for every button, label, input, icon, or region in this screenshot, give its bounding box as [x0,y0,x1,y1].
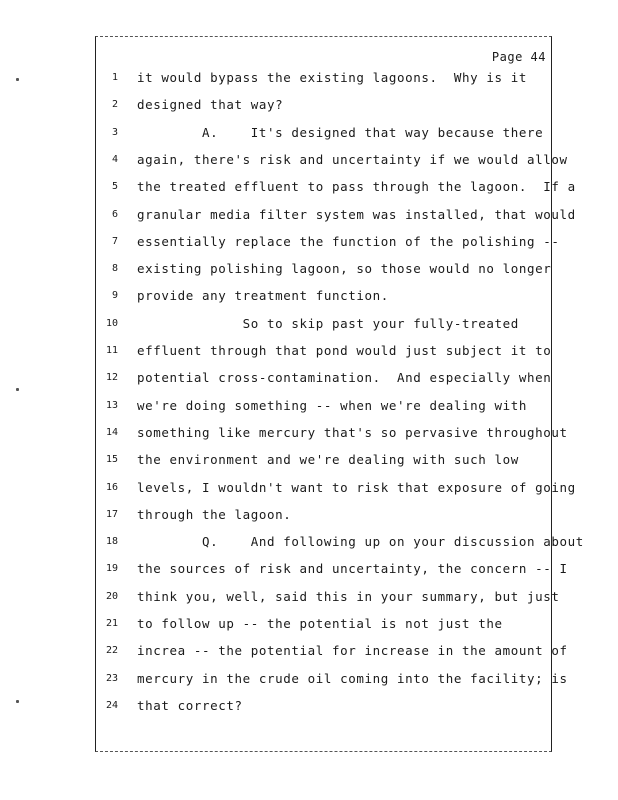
transcript-line [100,424,568,443]
line-number: 18 [105,536,118,548]
line-number: 17 [105,508,118,520]
line-text: designed that way? [137,97,284,113]
transcript-line [100,670,568,689]
line-text: think you, well, said this in your summary, but just [137,588,560,604]
line-text: that correct? [137,697,243,713]
transcript-line [100,452,550,470]
line-number: 23 [105,672,118,684]
line-number: 16 [105,481,118,493]
line-number: 5 [111,181,118,193]
line-number: 8 [111,263,118,275]
transcript-line [100,261,550,279]
line-number: 11 [105,345,118,356]
line-text: effluent through that pond would just subject it to [137,343,552,358]
transcript-line [100,479,576,498]
transcript-line [100,370,550,388]
transcript-line [100,561,568,579]
line-text: again, there's risk and uncertainty if we would allow [137,151,568,167]
line-text: through the lagoon. [137,506,292,522]
line-text: it would bypass the existing lagoons. Why is it [137,70,528,85]
transcript-line [100,206,576,225]
line-text: increa -- the potential for increase in the amount of [137,643,568,659]
line-text: the treated effluent to pass through the lagoon. If a [137,179,576,195]
line-number: 20 [105,590,118,602]
line-number: 22 [105,645,118,657]
line-text: granular media filter system was installed, that would [137,206,576,222]
line-text: Q. And following up on your discussion about [137,534,584,550]
transcript-line [100,698,550,716]
transcript-line [100,616,550,634]
line-text: provide any treatment function. [137,288,389,304]
line-text: potential cross-contamination. And especially when [137,370,552,386]
transcript-line [100,288,550,306]
line-text: mercury in the crude oil coming into the facility; is [137,670,568,686]
transcript-line [100,343,550,361]
line-number: 4 [111,153,118,165]
margin-mark [16,78,19,81]
page-number: Page 44 [491,50,546,64]
line-number: 14 [105,426,118,438]
line-number: 2 [111,99,118,111]
transcript-line [100,588,560,607]
line-text: we're doing something -- when we're dealing with [137,397,528,413]
line-text: something like mercury that's so pervasive throughout [137,424,568,440]
line-number: 7 [111,235,118,247]
line-text: to follow up -- the potential is not just the [137,616,503,631]
line-number: 12 [105,372,118,384]
line-number: 1 [111,72,118,83]
margin-mark [16,388,19,391]
transcript-line [100,398,550,416]
line-text: existing polishing lagoon, so those would no longer [137,261,552,277]
line-number: 13 [105,399,118,411]
transcript-line [100,97,550,115]
transcript-line [100,643,568,661]
line-text: levels, I wouldn't want to risk that exposure of going [137,479,576,495]
transcript-line [100,125,550,143]
line-text: essentially replace the function of the polishing -- [137,233,560,249]
line-number: 21 [105,618,118,629]
line-number: 3 [111,126,118,138]
transcript-line [100,233,560,252]
transcript-line [100,316,550,334]
line-number: 10 [105,317,118,329]
line-number: 6 [111,208,118,220]
transcript-line [100,151,568,170]
line-text: the environment and we're dealing with such low [137,452,519,468]
transcript-line [100,179,576,197]
line-number: 19 [105,563,118,575]
transcript-line [100,70,550,88]
margin-mark [16,700,19,703]
line-text: A. It's designed that way because there [137,124,544,140]
line-text: the sources of risk and uncertainty, the concern -- I [137,561,568,577]
transcript-line [100,534,584,552]
line-number: 15 [105,454,118,466]
line-text: So to skip past your fully-treated [137,315,519,331]
line-number: 24 [105,699,118,711]
transcript-line [100,507,550,525]
line-number: 9 [111,290,118,302]
